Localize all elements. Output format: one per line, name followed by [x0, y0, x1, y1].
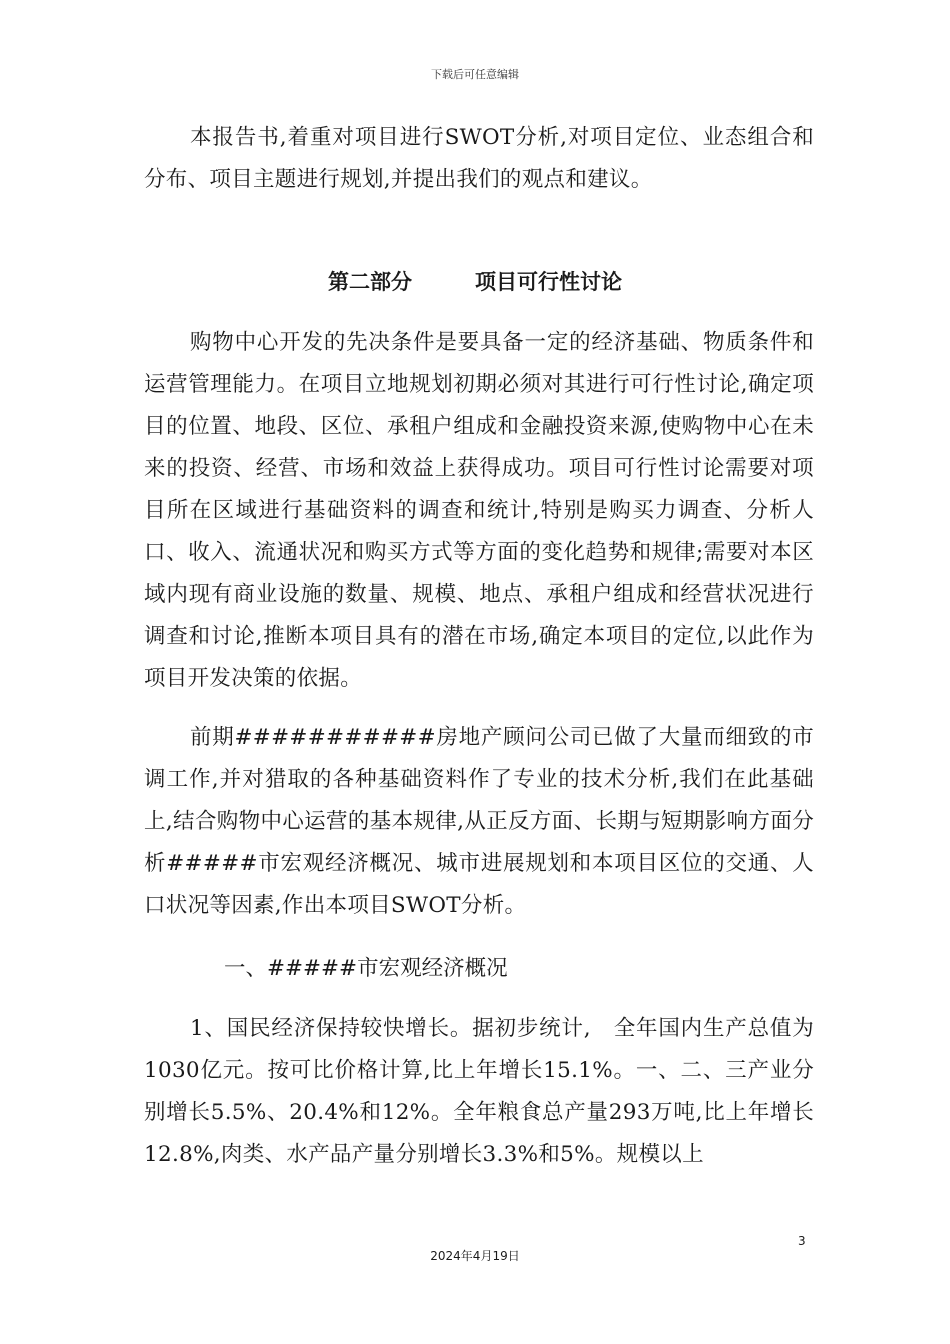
intro-paragraph: 本报告书,着重对项目进行SWOT分析,对项目定位、业态组合和分布、项目主题进行规划,并提出我们的观点和建议。 [144, 125, 814, 192]
feasibility-paragraph: 购物中心开发的先决条件是要具备一定的经济基础、物质条件和运营管理能力。在项目立地规划初期必须对其进行可行性讨论,确定项目的位置、地段、区位、承租户组成和金融投资来源,使购物中心在未来的投资、经营、市场和效益上获得成功。项目可行性讨论需要对项目所在区域进行基础资料的调查和统计,特别是购买力调查、分析人口、收入、流通状况和购买方式等方面的变化趋势和规律;需要对本区域内现有商业设施的数量、规模、地点、承租户组成和经营状况进行调查和讨论,推断本项目具有的潜在市场,确定本项目的定位,以此作为项目开发决策的依据。 [144, 330, 814, 691]
section-title: 第二部分 项目可行性讨论 [328, 270, 622, 294]
header-note: 下载后可任意编辑 [431, 68, 519, 81]
page-number: 3 [798, 1234, 806, 1248]
footer-date: 2024年4月19日 [430, 1249, 520, 1263]
subheading-macro-economy: 一、#####市宏观经济概况 [224, 956, 508, 981]
prior-work-paragraph: 前期###########房地产顾问公司已做了大量而细致的市调工作,并对猎取的各种基础资料作了专业的技术分析,我们在此基础上,结合购物中心运营的基本规律,从正反方面、长期与短期影响方面分析#####市宏观经济概况、城市进展规划和本项目区位的交通、人口状况等因素,作出本项目SWOT分析。 [144, 725, 814, 918]
economy-paragraph: 1、国民经济保持较快增长。据初步统计, 全年国内生产总值为1030亿元。按可比价格计算,比上年增长15.1%。一、二、三产业分别增长5.5%、20.4%和12%。全年粮食总产量293万吨,比上年增长12.8%,肉类、水产品产量分别增长3.3%和5%。规模以上 [144, 1016, 814, 1167]
